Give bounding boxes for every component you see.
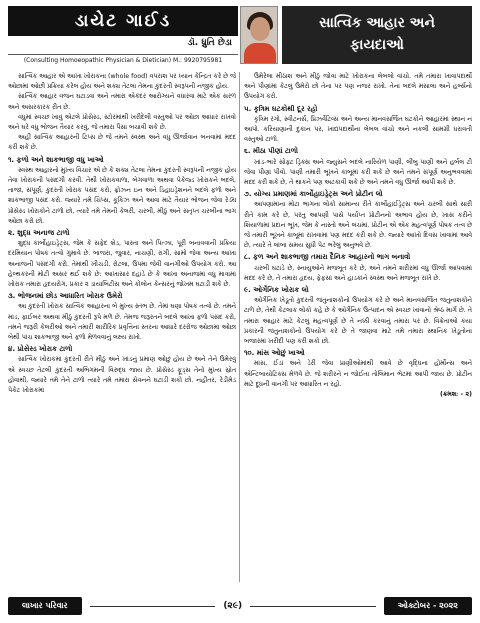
author-name: ડૉ. ધ્રુતિ છેડા [187, 38, 232, 48]
paragraph: વધુમાં સ્વચ્છ ખાવું એટલે પ્રોસેસ્ડ, સ્ટોરમાંથી ખરીદેલી વસ્તુઓ પર ઓછા આધાર રાખવો અને ઘરે વધુ ભોજન તૈયાર કરવું, જે તમારા પૈસા બચાવી શકે છે. [8, 113, 236, 132]
left-column [8, 72, 236, 582]
paragraph: ખાંડ-ભારે સોફ્ટ ડ્રિંક્સ અને જ્યુસને બદલે નારિયેળ પાણી, લીંબુ પાણી અને હર્બલ ટી જેવા પીણાં પીવો. પાણી તમારી ભૂખને કાબૂમાં કરી શકે છે અને તમને સંપૂર્ણ અનુભવવામાં મદદ કરી શકે છે, તે થાકને પણ અટકાવી શકે છે અને તમને વધુ ઊર્જા આપી શકે છે. [244, 158, 472, 187]
footer-rule [250, 606, 376, 607]
column-divider [239, 72, 240, 582]
footer-rule [90, 606, 216, 607]
paragraph: ઉમેરેલા મીઠાશ અને મીઠું જોવા માટે ખોરાકના લેબલો વાંચો. તમે તમારા ખાવાપદાર્થો અને પીણાંમાં કેટલું ઉમેરો છો તેના પર પણ નજર રાખો. તેના બદલે મસાલા અને હર્બ્સનો ઉપયોગ કરો. [244, 73, 472, 101]
section-heading: ૭. યોગ્ય પ્રમાણમાં કાર્બોહાઇડ્રેટ્સ અને પ્રોટીન લો [244, 190, 383, 199]
article-title-line-1: સાત્વિક આહાર અને [319, 15, 435, 31]
section-heading: ૫. કૃત્રિમ ઘટકોથી દૂર રહો [244, 104, 318, 113]
page-number: (૨૯) [223, 601, 243, 611]
section-heading: ૧૦. માંસ ઓછું ખાઓ [244, 349, 305, 358]
section-heading: ૨. શુદ્ધ અનાજ ટાળો [8, 229, 70, 238]
issue-date: ઓક્ટોબર - ૨૦૨૨ [384, 597, 472, 615]
paragraph: સાત્વિક આહાર વજન ઘટાડવા અને તમારા એકંદર આરોગ્યને વધારવા માટે એક સરળ અને અસરકારક રીત છે. [8, 93, 236, 111]
continued-note: (ક્રમશઃ - ૨) [439, 391, 472, 399]
article-title [282, 6, 472, 64]
column-banner: ડાયેટ ગાઈડ [8, 6, 238, 36]
right-column [244, 72, 472, 582]
page-footer [8, 596, 472, 616]
paragraph: અહીં સાત્વિક આહારની ટિપ્સ છે જે તમને સ્વસ્થ અને વધુ ઊર્જાવાન બનવામાં મદદ કરી શકે છે. [8, 134, 236, 152]
author-photo [240, 6, 278, 64]
magazine-name: લાખાર પરિવાર [8, 597, 82, 615]
paragraph: માંસ, ઈંડાં અને ડેરી જેવા પ્રાણીઓમાંથી આવે છે વૃદ્ધિના હોર્મોન્સ અને એન્ટિબાયોટિક્સ મેળવે છે. જે શરીરને ન જોઈતા તોલિમાન ભેટમાં આપી જાય છે. પ્રોટીન માટે દૂધની વાનગી પર આધારિત ન રહો. [244, 360, 472, 388]
author-credentials: (Consulting Homoeopathic Physician & Dietician) M.: 9920795981 [8, 54, 238, 66]
paragraph: આપણામાંના મોટા ભાગના લોકો સામાન્ય રીતે કાર્બોહાઈડ્રેટ્સ અને ચરબી સાથે સારી રીતે કામ કરે છે, પરંતુ આપણી પાસે પર્યાપ્ત પ્રોટીનનો અભાવ હોય છે, ખાસ કરીને શિયાળામાં પ્રદાન ભૂખ, જેમ કે નાસ્તો અને લંચમાં. પ્રોટીન એ એક મહત્વપૂર્ણ પોષક તત્વ છે જે તમારી ભૂખને કાબૂમાં રાખવામાં પણ મદદ કરી શકે છે. જ્યારે આખો દિવસ ખાવામાં આવે છે, ત્યારે તે લાંબા સમય સુધી પેટ ભરેલું અનુભવે છે. [244, 201, 472, 250]
paragraph: સાત્વિક ખોરાકમાં કુદરતી રીતે મીઠું અને ખાંડનું પ્રમાણ ઓછું હોય છે અને તેને ઉમેરવું એ સ્વચ્છ તેટલી કુદરતી અભિગમની વિરુદ્ધ જાય છે. પ્રોસેસ્ડ ફૂડ્સ તેનો મુખ્ય સ્રોત હોવાથી, જ્યારે તમે તેને ટાળો ત્યારે તમે તમારા સેવનને ઘટાડી શકો છો. નહીંતર, રેડીમેડ પેકેટ ખોરાકમાં [8, 356, 236, 395]
paragraph: કૃત્રિમ રંગો, સ્વીટનર્સ, પ્રિઝર્વેટિવ્સ અને અન્ય માનવસર્જિત ઘટકોને આહારમાં સ્થાન ન આપો. કરિયાણાની દુકાન પર, ખાદ્યપદાર્થોના લેબલ વાંચો અને નકલી સામગ્રી ધરાવતી વસ્તુઓ ટાળો. [244, 115, 472, 144]
section-heading: ૧. ફળો અને શાકભાજી વધુ ખાઓ [8, 155, 104, 164]
article-title-line-2: ફાયદાઓ [350, 37, 404, 53]
section-heading: ૬. મીઠા પીણાં ટાળો [244, 147, 298, 156]
section-heading: ૮. ફળ અને શાકભાજી તમારા દૈનિક આહારનો ભાગ બનાવો [244, 253, 411, 262]
paragraph: શુદ્ધ કાર્બોહાઇડ્રેટ્સ, જેમ કે સફેદ બ્રેડ, પાસ્તા અને પિત્ઝા, પૂરી બનાવવાની પ્રક્રિયા દરમિયાન પોષક તત્વો ગુમાવે છે. બાજરા, જુવાર, નાચણી, રાગી, સામો જેવા અન્ય આખા અનાજની પસંદગી કરો. તેમાંથી ખીચડી, રોટલા, ઉપમા જેવી વાનગીઓ ઉપયોગ કરો. આ હેલ્થકરની મોટી અસર થઈ શકે છે: આખાસાર દહાડે છે કે આખા અનાજમાં વધુ માત્રામાં ખોરાક તમારા હૃદયરોગ, પ્રકાર ૨ ડાયાબિટીસ અને કોલોન કેન્સરનું જોખમ ઘટાડી શકે છે. [8, 240, 236, 289]
paragraph: આ કુદરતી ખોરાક સાત્વિક આહારના બે મુખ્ય સ્તંભ છે. તેમાં ઘણા પોષક તત્વો છે. તમને માંડ, ફાઈબર અથવા મીઠું કુદરતી રૂપે મળે છે. તેમજ જરૂરતને બદલે આખા ફળો પસંદ કરો, તમને જરૂરી કેલરીઓ અને તમારી શારીરિક પ્રવૃત્તિના સ્તરના આધારે દરરોજ ઓછામાં ઓછા બેથી પાંચ શાકભાજી અને ફળો મેળવવાનું લક્ષ્ય રાખો. [8, 303, 236, 342]
paragraph: સાત્વિક આહાર એ આખા ખોરાકના (whole food) વપરાશ પર ધ્યાન કેન્દ્રિત કરે છે જે ઓછામાં ઓછી પ્રક્રિયા કરેલ હોય અને શક્ય તેટલા તેમના કુદરતી સ્વરૂપની નજીક હોય. [8, 73, 236, 91]
section-heading: ૩. ભોજનમાં છોડ આધારિત ખોરાક ઉમેરો [8, 292, 123, 301]
section-heading: ૯. ઓર્ગેનિક ખોરાક લો [244, 286, 309, 295]
section-heading: ૪. પ્રોસેસ્ડ ખોરાક ટાળો [8, 345, 73, 354]
paragraph: સ્વસ્થ આહારનો મુખ્ય વિચાર એ છે કે શક્ય તેટલા તેમના કુદરતી સ્વરૂપની નજીક હોય તેવા ખોરાકની પસંદગી કરવી. તેથી ખોરાકવાળા, બેગવાળા અથવા પેકેજ્ડ ખોરાકને બદલે, તાજાં, સંપૂર્ણ, કુદરતી ખોરાક પસંદ કરો, ફ્રોઝન ઇન અને ડિહાઇડ્રેશનને બદલે ફળો અને શાકભાજી પસંદ કરો. જ્યારે તમે ચિપ્સ, કૂકિઝ અને આવા માટે તૈયાર ભોજન જેવા રેડ્ય પ્રોસેસ્ડ ખોરાકોને ટાળો છો, ત્યારે તમે તેમની કેલરી, ચરબી, મીઠું અને સંતૃપ્ત ચરબીના ભાગ ઓછા કરો છો. [8, 166, 236, 225]
paragraph: ચરબી ઘટાડે છે, સ્નાયુઓને મજબૂત કરે છે, અને તમને શરીરમાં વધુ ઊર્જા આપવામાં મદદ કરે છે, તે તમારા હૃદય, ફેફસાં અને હાડકાંને સ્વસ્થ અને મજબૂત રાખે છે. [244, 264, 472, 282]
paragraph: ઓર્ગેનિક ખેડૂતો કુદરતી જંતુનાશકોનો ઉપયોગ કરે છે અને માનવસર્જિત જંતુનાશકોને ટાળે છે, તેથી કેટલાક લોકો કહે છે કે ઓર્ગેનિક ઉત્પાદન એ સ્વચ્છ ખાવાનો શ્રેષ્ઠ માર્ગ છે. તે તમારા આહાર માટે કેટલું મહત્વપૂર્ણ છે તે નક્કી કરવાનું તમારા પર છે. વિક્રેતાઓ કયા પ્રકારની જંતુનાશકોનો ઉપયોગ કરે છે તે જાણવા માટે તમે તમારા સ્થાનિક ખેડૂતોના બજારમાં ખરીદી પણ કરી શકો છો. [244, 297, 472, 346]
